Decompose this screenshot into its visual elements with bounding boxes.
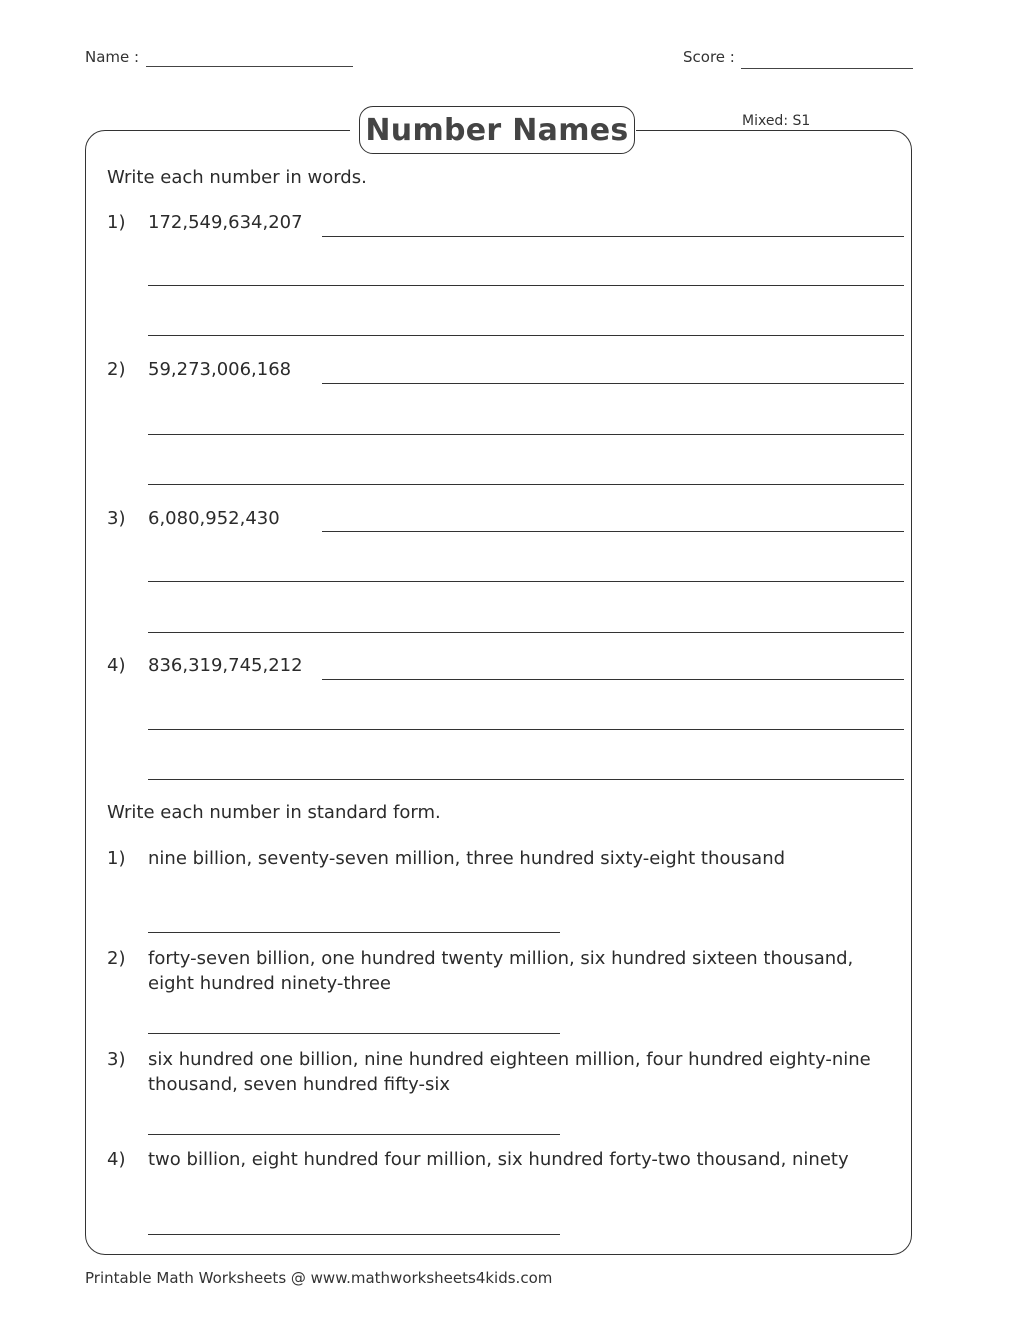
s1-item-value: 6,080,952,430: [148, 508, 280, 529]
section2-instruction: Write each number in standard form.: [107, 802, 441, 823]
section1-instruction: Write each number in words.: [107, 167, 367, 188]
answer-line[interactable]: [148, 729, 904, 730]
answer-line[interactable]: [322, 531, 904, 532]
s1-item-number: 2): [107, 359, 126, 380]
s2-item-text: two billion, eight hundred four million, six hundred forty-two thousand, ninety: [148, 1149, 849, 1170]
s2-item-text: nine billion, seventy-seven million, three hundred sixty-eight thousand: [148, 848, 786, 869]
s2-item-number: 3): [107, 1049, 126, 1070]
s2-item-text-cont: eight hundred ninety-three: [148, 973, 391, 994]
answer-line[interactable]: [148, 932, 560, 933]
s1-item-number: 1): [107, 212, 126, 233]
name-label: Name :: [85, 48, 140, 66]
answer-line[interactable]: [148, 285, 904, 286]
answer-line[interactable]: [322, 679, 904, 680]
s2-item-text: six hundred one billion, nine hundred eighteen million, four hundred eighty-nine: [148, 1049, 871, 1070]
answer-line[interactable]: [148, 1134, 560, 1135]
answer-line[interactable]: [148, 335, 904, 336]
answer-line[interactable]: [322, 236, 904, 237]
s2-item-text: forty-seven billion, one hundred twenty million, six hundred sixteen thousand,: [148, 948, 854, 969]
s2-item-number: 2): [107, 948, 126, 969]
answer-line[interactable]: [148, 1033, 560, 1034]
footer-credit: Printable Math Worksheets @ www.mathworksheets4kids.com: [85, 1269, 553, 1287]
s1-item-number: 3): [107, 508, 126, 529]
s1-item-value: 836,319,745,212: [148, 655, 303, 676]
worksheet-version: Mixed: S1: [742, 113, 811, 129]
answer-line[interactable]: [322, 383, 904, 384]
page-title: Number Names: [365, 112, 629, 148]
s1-item-number: 4): [107, 655, 126, 676]
s2-item-text-cont: thousand, seven hundred fifty-six: [148, 1074, 451, 1095]
answer-line[interactable]: [148, 434, 904, 435]
s2-item-number: 4): [107, 1149, 126, 1170]
s1-item-value: 172,549,634,207: [148, 212, 303, 233]
answer-line[interactable]: [148, 581, 904, 582]
title-plate: [359, 106, 635, 154]
score-label: Score :: [683, 48, 735, 66]
s2-item-number: 1): [107, 848, 126, 869]
name-field-line[interactable]: [146, 66, 353, 67]
s1-item-value: 59,273,006,168: [148, 359, 292, 380]
title-rule: [636, 130, 806, 131]
answer-line[interactable]: [148, 484, 904, 485]
answer-line[interactable]: [148, 779, 904, 780]
score-field-line[interactable]: [741, 68, 913, 69]
answer-line[interactable]: [148, 1234, 560, 1235]
answer-line[interactable]: [148, 632, 904, 633]
